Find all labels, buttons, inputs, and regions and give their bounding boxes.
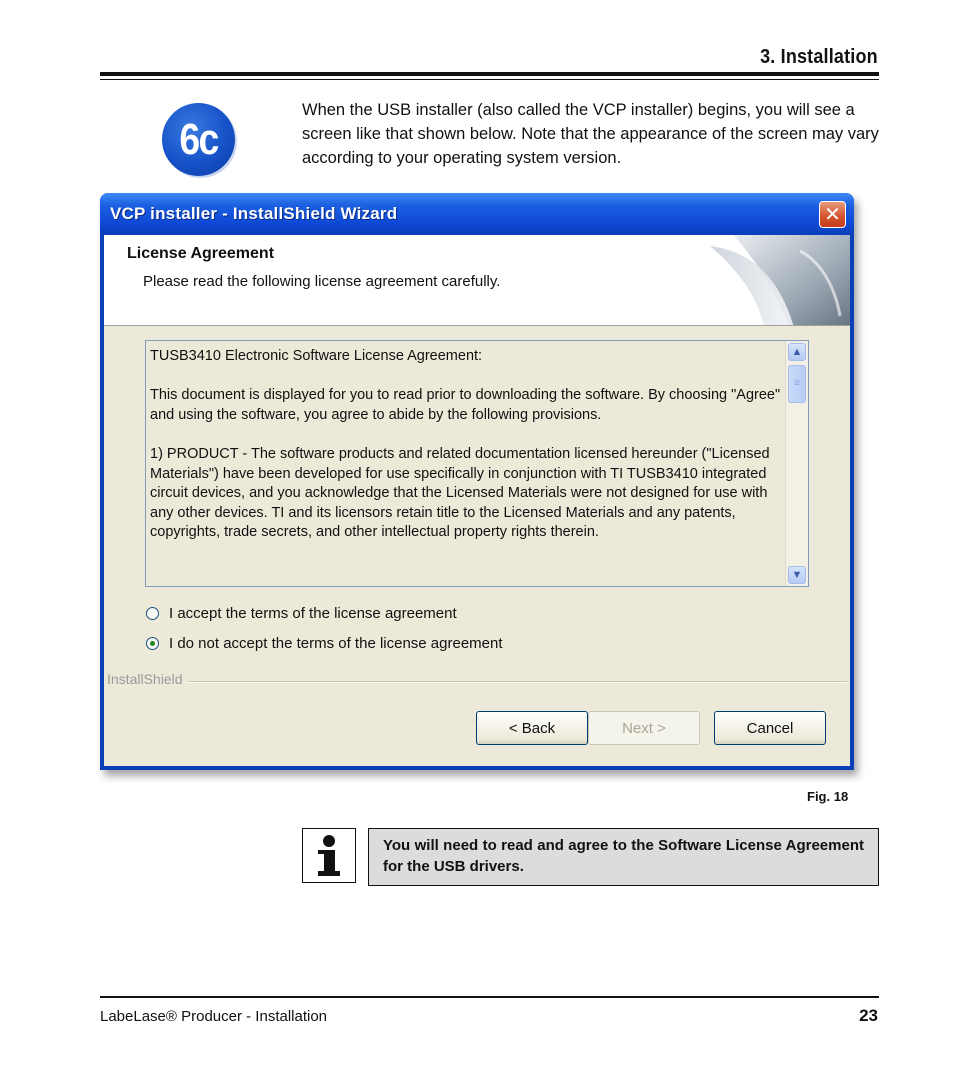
separator-line [107,681,847,683]
wizard-header [104,235,850,326]
decline-radio[interactable] [146,637,159,650]
intro-paragraph: When the USB installer (also called the VCP installer) begins, you will see a screen like that shown below. Note that the appearance of the screen may vary according to your operating system version. [302,101,879,167]
footer-rule [100,996,879,998]
figure-label: Fig. 18 [807,789,849,804]
accept-radio-option[interactable] [146,605,457,622]
cancel-button[interactable]: Cancel [714,711,826,745]
close-icon: ✕ [824,204,841,226]
page-number: 23 [859,1006,878,1025]
installshield-label: InstallShield [107,671,189,687]
section-title: 3. Installation [760,46,878,68]
installer-dialog [100,193,854,770]
note-box: You will need to read and agree to the Software License Agreement for the USB drivers. [368,828,879,886]
window-title: VCP installer - InstallShield Wizard [110,204,398,223]
license-paragraph: This document is displayed for you to read prior to downloading the software. By choosing "Agree" and using the software, you agree to abide by the following provisions. [150,387,781,423]
back-button[interactable]: < Back [476,711,588,745]
license-paragraph: 1) PRODUCT - The software products and related documentation licensed hereunder ("Licensed Materials") have been developed for use specifically in conjunction with TI TUSB3410 integrated circuit devices, and you acknowledge that the Licensed Materials were not designed for use with any other devices. TI and its licensors retain title to the Licensed Materials and any patents, copyrights, trade secrets, and other intellectual property rights therein. [150,445,770,541]
header-rule-thin [100,79,879,80]
title-bar[interactable] [100,193,854,235]
vertical-scrollbar[interactable] [785,341,808,586]
page-curl-graphic [670,235,850,326]
decline-radio-label: I do not accept the terms of the license agreement [169,635,503,652]
wizard-body [104,326,850,766]
license-textbox[interactable] [145,340,809,587]
step-badge [162,103,235,176]
step-label: 6c [179,114,218,164]
page-title: License Agreement [127,245,275,262]
accept-radio-label: I accept the terms of the license agreement [169,605,457,622]
scroll-thumb[interactable]: ≡ [788,365,806,403]
installshield-separator [107,671,847,691]
page-subtitle: Please read the following license agreement carefully. [143,273,501,290]
next-button[interactable]: Next > [588,711,700,745]
close-button[interactable] [819,201,846,228]
decline-radio-option[interactable] [146,635,503,652]
scroll-up-icon[interactable]: ▲ [788,343,806,361]
license-text [150,347,786,563]
scroll-down-icon[interactable]: ▼ [788,566,806,584]
info-icon [302,828,356,883]
license-paragraph: TUSB3410 Electronic Software License Agreement: [150,348,483,364]
footer-title: LabeLase® Producer - Installation [100,1008,328,1025]
header-rule [100,72,879,76]
accept-radio[interactable] [146,607,159,620]
